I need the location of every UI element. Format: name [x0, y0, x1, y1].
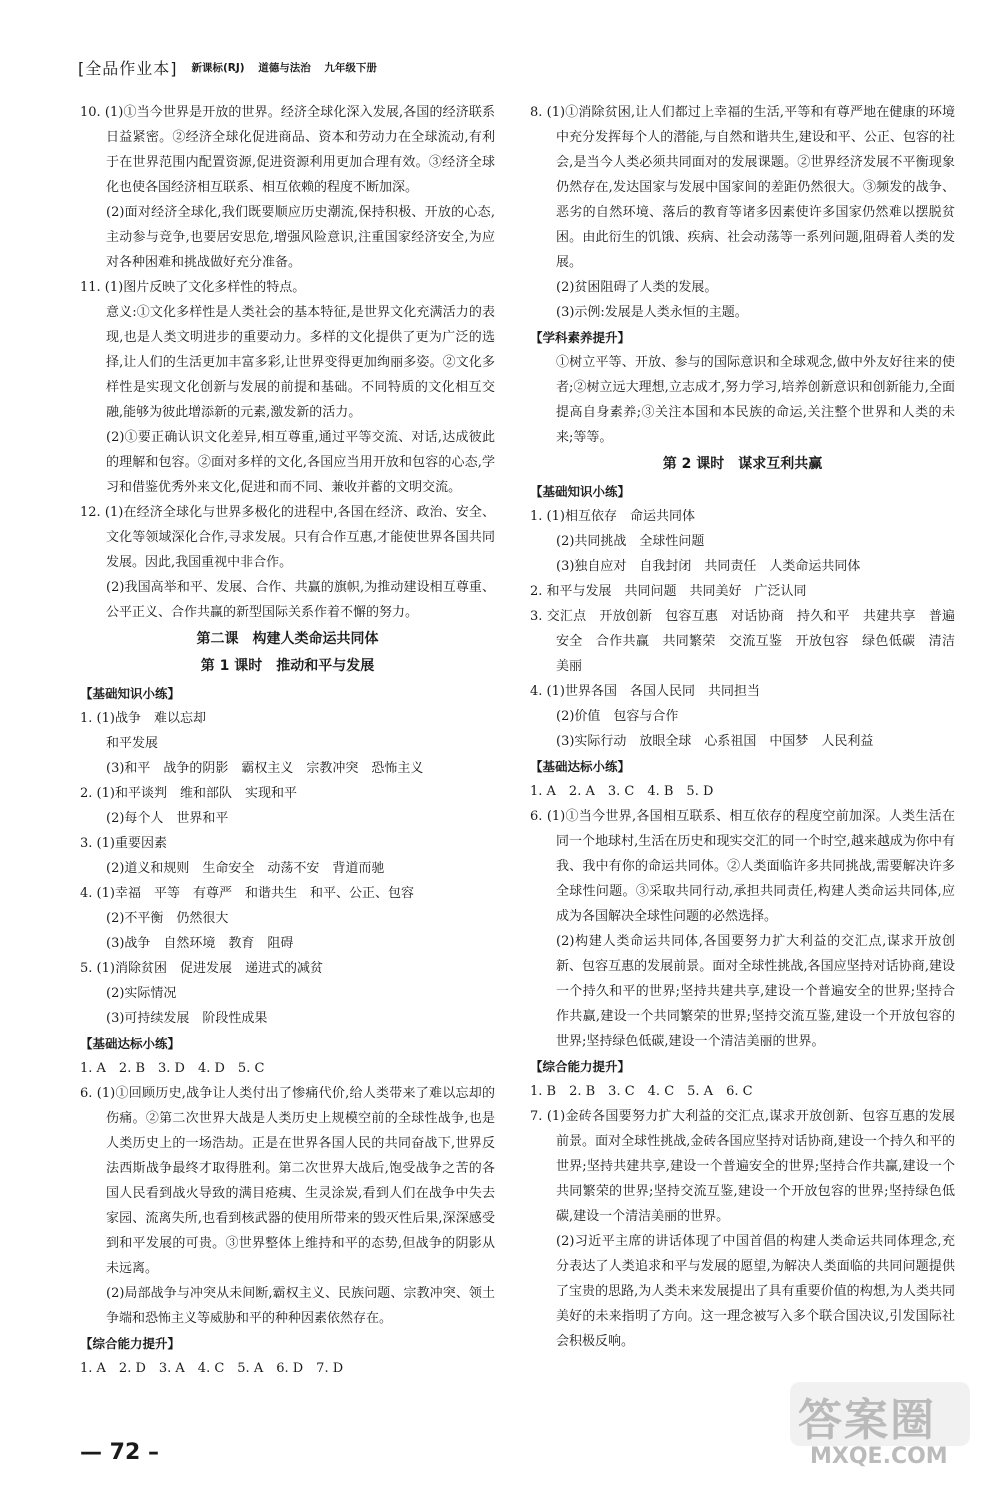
answer-paragraph: 5. (1)消除贫困 促进发展 递进式的减贫	[80, 961, 323, 976]
page-number-value: 72	[109, 1440, 141, 1465]
answer-paragraph: 2. 和平与发展 共同问题 共同美好 广泛认同	[530, 584, 807, 599]
lesson-title: 第 2 课时 谋求互利共赢	[662, 456, 823, 472]
section-heading: 【基础达标小练】	[80, 1036, 181, 1051]
answer-paragraph: ①树立平等、开放、参与的国际意识和全球观念,做中外友好往来的使者;②树立远大理想,立志成才,努力学习,培养创新意识和创新能力,全面提高自身素养;③关注本国和本民族的命运,关注整个世界和人类的未来;等等。	[556, 355, 955, 445]
answer-paragraph: 4. (1)幸福 平等 有尊严 和谐共生 和平、公正、包容	[80, 886, 414, 901]
answer-paragraph: (3)独自应对 自我封闭 共同责任 人类命运共同体	[556, 559, 861, 574]
lesson-title: 第 1 课时 推动和平与发展	[200, 658, 375, 674]
answer-paragraph: (3)可持续发展 阶段性成果	[106, 1011, 268, 1026]
watermark-text: 答案圈	[798, 1395, 936, 1446]
page-header	[78, 52, 387, 82]
answer-paragraph: 4. (1)世界各国 各国人民同 共同担当	[530, 684, 760, 699]
left-column	[80, 100, 495, 1381]
answer-paragraph: (2)习近平主席的讲话体现了中国首倡的构建人类命运共同体理念,充分表达了人类追求和平与发展的愿望,为解决人类面临的共同问题提供了宝贵的思路,为人类未来发展提出了具有重要价值的构想,为人类共同美好的未来指明了方向。这一理念被写入多个联合国决议,引发国际社会积极反响。	[556, 1234, 955, 1349]
answer-paragraph: (2)道义和规则 生命安全 动荡不安 背道而驰	[106, 861, 385, 876]
answer-paragraph: 3. (1)重要因素	[80, 836, 167, 851]
answer-paragraph: 12. (1)在经济全球化与世界多极化的进程中,各国在经济、政治、安全、文化等领域深化合作,寻求发展。只有合作互惠,才能使世界各国共同发展。因此,我国重视中非合作。	[80, 505, 495, 570]
answer-paragraph: (2)面对经济全球化,我们既要顺应历史潮流,保持积极、开放的心态,主动参与竞争,也要居安思危,增强风险意识,注重国家经济安全,为应对各种困难和挑战做好充分准备。	[106, 205, 495, 270]
answer-paragraph: (3)示例:发展是人类永恒的主题。	[556, 305, 748, 320]
answer-paragraph: 6. (1)①回顾历史,战争让人类付出了惨痛代价,给人类带来了难以忘却的伤痛。②第二次世界大战是人类历史上规模空前的全球性战争,也是人类历史上的一场浩劫。正是在世界各国人民的共同奋战下,世界反法西斯战争最终才取得胜利。第二次世界大战后,饱受战争之苦的各国人民看到战火导致的满目疮痍、生灵涂炭,看到人们在战争中失去家园、流离失所,也看到核武器的使用所带来的毁灭性后果,深深感受到和平发展的可贵。③世界整体上维持和平的态势,但战争的阴影从未远离。	[80, 1086, 495, 1276]
answer-paragraph: (2)局部战争与冲突从未间断,霸权主义、民族问题、宗教冲突、领土争端和恐怖主义等威胁和平的种种因素依然存在。	[106, 1286, 495, 1326]
answer-paragraph: (2)实际情况	[106, 986, 177, 1001]
answer-paragraph: (2)①要正确认识文化差异,相互尊重,通过平等交流、对话,达成彼此的理解和包容。②面对多样的文化,各国应当用开放和包容的心态,学习和借鉴优秀外来文化,促进和而不同、兼收并蓄的文明交流。	[106, 430, 495, 495]
answer-paragraph: (3)战争 自然环境 教育 阻碍	[106, 936, 294, 951]
page-number: — 72 –	[80, 1440, 159, 1465]
answer-paragraph: (2)每个人 世界和平	[106, 811, 229, 826]
answer-paragraph: (2)价值 包容与合作	[556, 709, 679, 724]
answer-paragraph: (3)实际行动 放眼全球 心系祖国 中国梦 人民利益	[556, 734, 874, 749]
right-column	[530, 100, 955, 1354]
section-heading: 【综合能力提升】	[530, 1059, 631, 1074]
answer-paragraph: 7. (1)金砖各国要努力扩大利益的交汇点,谋求开放创新、包容互惠的发展前景。面对全球性挑战,金砖各国应坚持对话协商,建设一个持久和平的世界;坚持共建共享,建设一个普遍安全的世界;坚持合作共赢,建设一个共同繁荣的世界;坚持交流互鉴,建设一个开放包容的世界;坚持绿色低碳,建设一个清洁美丽的世界。	[530, 1109, 955, 1224]
answer-paragraph: 11. (1)图片反映了文化多样性的特点。	[80, 280, 306, 295]
answer-paragraph: 1. A 2. A 3. C 4. B 5. D	[530, 784, 714, 799]
answer-paragraph: 6. (1)①当今世界,各国相互联系、相互依存的程度空前加深。人类生活在同一个地球村,生活在历史和现实交汇的同一个时空,越来越成为你中有我、我中有你的命运共同体。②人类面临许多共同挑战,需要解决许多全球性问题。③采取共同行动,承担共同责任,构建人类命运共同体,应成为各国解决全球性问题的必然选择。	[530, 809, 955, 924]
answer-paragraph: (3)和平 战争的阴影 霸权主义 宗教冲突 恐怖主义	[106, 761, 424, 776]
answer-paragraph: 1. (1)相互依存 命运共同体	[530, 509, 695, 524]
answer-paragraph: 10. (1)①当今世界是开放的世界。经济全球化深入发展,各国的经济联系日益紧密。②经济全球化促进商品、资本和劳动力在全球流动,有利于在世界范围内配置资源,促进资源利用更加合理有效。③经济全球化也使各国经济相互联系、相互依赖的程度不断加深。	[80, 105, 495, 195]
watermark-logo	[780, 1382, 980, 1472]
book-brand: [全品作业本]	[78, 58, 178, 78]
answer-paragraph: 2. (1)和平谈判 维和部队 实现和平	[80, 786, 297, 801]
answer-paragraph: (2)不平衡 仍然很大	[106, 911, 229, 926]
answer-paragraph: 3. 交汇点 开放创新 包容互惠 对话协商 持久和平 共建共享 普遍安全 合作共赢 共同繁荣 交流互鉴 开放包容 绿色低碳 清洁美丽	[530, 609, 955, 674]
answer-paragraph: 1. B 2. B 3. C 4. C 5. A 6. C	[530, 1084, 753, 1099]
answer-paragraph: 和平发展	[106, 736, 159, 751]
section-heading: 【综合能力提升】	[80, 1336, 181, 1351]
answer-paragraph: 1. (1)战争 难以忘却	[80, 711, 206, 726]
answer-paragraph: (2)共同挑战 全球性问题	[556, 534, 705, 549]
section-heading: 【基础达标小练】	[530, 759, 631, 774]
answer-paragraph: 1. A 2. D 3. A 4. C 5. A 6. D 7. D	[80, 1361, 344, 1376]
answer-paragraph: 1. A 2. B 3. D 4. D 5. C	[80, 1061, 265, 1076]
section-heading: 【基础知识小练】	[530, 484, 631, 499]
section-heading: 【基础知识小练】	[80, 686, 181, 701]
watermark-url: MXQE.COM	[810, 1444, 948, 1469]
lesson-title: 第二课 构建人类命运共同体	[196, 631, 379, 647]
answer-paragraph: (2)贫困阻碍了人类的发展。	[556, 280, 718, 295]
header-meta	[192, 60, 387, 75]
answer-paragraph: 8. (1)①消除贫困,让人们都过上幸福的生活,平等和有尊严地在健康的环境中充分发挥每个人的潜能,与自然和谐共生,建设和平、公正、包容的社会,是当今人类必须共同面对的发展课题。②世界经济发展不平衡现象仍然存在,发达国家与发展中国家间的差距仍然很大。③频发的战争、恶劣的自然环境、落后的教育等诸多因素使许多国家仍然难以摆脱贫困。由此衍生的饥饿、疾病、社会动荡等一系列问题,阻碍着人类的发展。	[530, 105, 955, 270]
answer-paragraph: 意义:①文化多样性是人类社会的基本特征,是世界文化充满活力的表现,也是人类文明进步的重要动力。多样的文化提供了更为广泛的选择,让人们的生活更加丰富多彩,让世界变得更加绚丽多姿。②文化多样性是实现文化创新与发展的前提和基础。不同特质的文化相互交融,能够为彼此增添新的元素,激发新的活力。	[106, 305, 495, 420]
answer-paragraph: (2)构建人类命运共同体,各国要努力扩大利益的交汇点,谋求开放创新、包容互惠的发展前景。面对全球性挑战,各国应坚持对话协商,建设一个持久和平的世界;坚持共建共享,建设一个普遍安全的世界;坚持合作共赢,建设一个共同繁荣的世界;坚持交流互鉴,建设一个开放包容的世界;坚持绿色低碳,建设一个清洁美丽的世界。	[556, 934, 955, 1049]
curriculum-label: 新课标(RJ)	[191, 61, 245, 74]
subject-label: 道德与法治	[258, 61, 311, 74]
grade-label: 九年级下册	[324, 61, 377, 74]
answer-paragraph: (2)我国高举和平、发展、合作、共赢的旗帜,为推动建设相互尊重、公平正义、合作共赢的新型国际关系作着不懈的努力。	[106, 580, 495, 620]
section-heading: 【学科素养提升】	[530, 330, 631, 345]
